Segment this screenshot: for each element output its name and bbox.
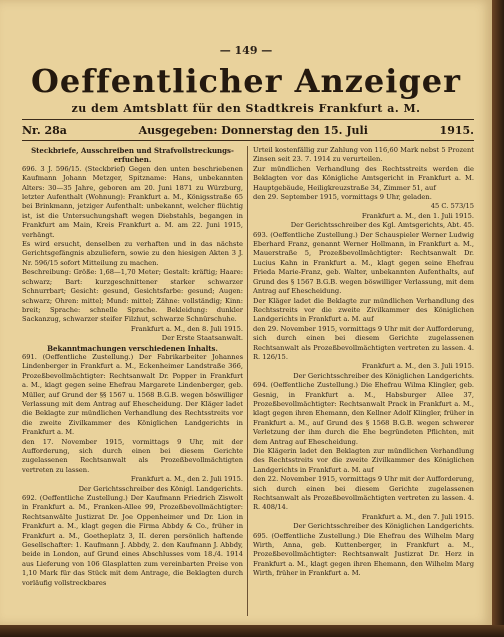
newspaper-subtitle: zu dem Amtsblatt für den Stadtkreis Frankfurt a. M. [71, 102, 421, 115]
notice-691-summons: den 17. November 1915, vormittags 9 Uhr, mit der Aufforderung, sich durch einen bei diesem Gerichte zugelassenen Rechtsanwalt als Prozeßbevollmächtigten vertreten zu lassen. [22, 437, 243, 474]
notice-692-date-line: den 29. September 1915, vormittags 9 Uhr, geladen. [253, 193, 432, 202]
section-heading-announcements: Bekanntmachungen verschiedenen Inhalts. [47, 343, 218, 353]
notice-692-continued: Urteil kostenfällig zur Zahlung von 116,60 Mark nebst 5 Prozent Zinsen seit 23. 7. 1914 zu verurteilen. [253, 146, 474, 164]
right-column [253, 146, 474, 616]
book-bottom-edge [0, 625, 504, 637]
header-rule-top [22, 119, 474, 120]
page-number: — 149 — [219, 44, 273, 57]
notice-692-reference: 45 C. 573/15 [430, 202, 474, 211]
notice-693-date: Frankfurt a. M., den 3. Juli 1915. [361, 362, 474, 371]
header-rule-bottom [22, 140, 474, 141]
notice-693-hearing: den 29. November 1915, vormittags 9 Uhr mit der Aufforderung, sich durch einen bei diesem Gerichte zugelassenen Rechtsanwalt als Prozeßbevollmächtigten vertreten zu lassen. 4. R. 126/15. [253, 324, 474, 361]
notice-695: 695. (Oeffentliche Zustellung.) Die Ehefrau des Wilhelm Marg Wirth, Anna, geb. Kuttenberger, in Frankfurt a. M., Prozeßbevollmächtigter: Rechtsanwalt Justizrat Dr. Herz in Frankfurt a. M., klagt gegen ihren Ehemann, den Wilhelm Marg Wirth, früher in Frankfurt a. M. [253, 531, 474, 578]
section-heading-wanted: Steckbriefe, Ausschreiben und Strafvollstreckungs-erfuchen. [31, 146, 234, 165]
notice-694-hearing: den 22. November 1915, vormittags 9 Uhr mit der Aufforderung, sich durch einen bei diesem Gerichte zugelassenen Rechtsanwalt als Prozeßbevollmächtigten vertreten zu lassen. 4. R. 408/14. [253, 475, 474, 512]
issue-year: 1915. [439, 124, 474, 137]
notice-694: 694. (Oeffentliche Zustellung.) Die Ehefrau Wilma Klingler, geb. Gesnig, in Frankfurt a. M., Habsburger Allee 37, Prozeßbevollmächtigter: Rechtsanwalt Prack in Frankfurt a. M., klagt gegen ihren Ehemann, den Kellner Adolf Klingler, früher in Frankfurt a. M., auf Grund des § 1568 B.G.B. wegen schwerer Verletzung der ihm durch die Ehe begründeten Pflichten, mit dem Antrag auf Ehescheidung. [253, 381, 474, 446]
issue-date: Ausgegeben: Donnerstag den 15. Juli [138, 124, 368, 137]
notice-692: 692. (Oeffentliche Zustellung.) Der Kaufmann Friedrich Ziswolt in Frankfurt a. M., Franken-Allee 99, Prozeßbevollmächtigter: Rechtsanwälte Justizrat Dr. Joe Oppenheimer und Dr. Lion in Frankfurt a. M., klagt gegen die Firma Abbdy & Co., früher in Frankfurt a. M., Goetheplatz 3, II. deren persönlich haftende Gesellschafter: 1. Kaufmann J. Abbdy, 2. den Kaufmann J. Abbdy, beide in London, auf Grund eines Abschlusses vom 18./4. 1914 aus Lieferung von 106 Glasplatten zum vereinbarten Preise von 1,10 Mark für das Stück mit dem Antrage, die Beklagten durch vorläufig vollstreckbares [22, 494, 243, 587]
notice-694-summons: Die Klägerin ladet den Beklagten zur mündlichen Verhandlung des Rechtsstreits vor die zweite Zivilkammer des Königlichen Landgerichts in Frankfurt a. M. auf [253, 447, 474, 474]
notice-691-signature: Der Gerichtsschreiber des Königl. Landgerichts. [78, 484, 243, 493]
notice-693-signature: Der Gerichtsschreiber des Königlichen Landgerichts. [293, 371, 474, 380]
notice-691-date: Frankfurt a. M., den 2. Juli 1915. [130, 475, 243, 484]
notice-693: 693. (Oeffentliche Zustellung.) Der Schauspieler Werner Ludwig Eberhard Franz, genannt Werner Hollmann, in Frankfurt a. M., Mauerstraße 5, Prozeßbevollmächtigter: Rechtsanwalt Dr. Lucius Kahn in Frankfurt a. M., klagt gegen seine Ehefrau Frieda Marie-Franz, geb. Walter, unbekannten Aufenthalts, auf Grund des § 1567 B.G.B. wegen böswilliger Verlassung, mit dem Antrag auf Ehescheidung. [253, 230, 474, 296]
notice-696-date: Frankfurt a. M., den 8. Juli 1915. [130, 324, 243, 333]
notice-693-summons: Der Kläger ladet die Beklagte zur mündlichen Verhandlung des Rechtsstreits vor die zweite Zivilkammer des Königlichen Landgerichts in Frankfurt a. M. auf [253, 296, 474, 324]
left-column [22, 146, 243, 616]
notice-696-request: Es wird ersucht, denselben zu verhaften und in das nächste Gerichtsgefängnis abzuliefern, sowie zu den hiesigen Akten 3 J. Nr. 596/15 sofort Mitteilung zu machen. [22, 240, 243, 267]
issue-line [22, 124, 474, 137]
book-edge [492, 0, 504, 637]
notice-692-signature: Der Gerichtsschreiber des Kgl. Amtsgerichts, Abt. 45. [290, 221, 474, 230]
notice-696-signature: Der Erste Staatsanwalt. [161, 334, 243, 343]
notice-696: 696. 3 J. 596/15. (Steckbrief) Gegen den unten beschriebenen Kaufmann Johann Metzger, Spitzname: Hans, unbekannten Alters: 30—35 Jahre, geboren am 20. Juni 1871 zu Würzburg, letzter Aufenthalt (Wohnung): Frankfurt a. M., Königsstraße 65 bei Brinkmann, jetziger Aufenthalt: unbekannt, welcher flüchtig ist, ist die Untersuchungshaft wegen Diebstahls, begangen in Frankfurt am Main, Kreis Frankfurt a. M. am 22. Juni 1915, verhängt. [22, 164, 243, 239]
notice-691: 691. (Oeffentliche Zustellung.) Der Fabrikarbeiter Johannes Lindenberger in Frankfurt a. M., Eckenheimer Landstraße 366, Prozeßbevollmächtigter: Rechtsanwalt Dr. Popper in Frankfurt a. M., klagt gegen seine Ehefrau Margarete Lindenberger, geb. Müller, auf Grund der §§ 1567 u. 1568 B.G.B. wegen böswilliger Verlassung mit dem Antrag auf Ehescheidung. Der Kläger ladet die Beklagte zur mündlichen Verhandlung des Rechtsstreits vor die zweite Zivilkammer des Königlichen Landgerichts in Frankfurt a. M. [22, 352, 243, 437]
columns [22, 146, 474, 616]
issue-number: Nr. 28a [22, 124, 67, 137]
notice-692-hearing: Zur mündlichen Verhandlung des Rechtsstreits werden die Beklagten vor das Königliche Amtsgericht in Frankfurt a. M. Hauptgebäude, Heiligkreuzstraße 34, Zimmer 51, auf [253, 164, 474, 192]
notice-694-date: Frankfurt a. M., den 7. Juli 1915. [361, 512, 474, 521]
newspaper-title: Oeffentlicher Anzeiger [31, 62, 461, 100]
notice-694-signature: Der Gerichtsschreiber des Königlichen Landgerichts. [293, 522, 474, 531]
notice-696-description: Beschreibung: Größe: 1,68—1,70 Meter; Gestalt: kräftig; Haare: schwarz; Bart: kurzgeschnittener starker schwarzer Schnurrbart; Gesicht: gesund, Gesichtsfarbe: gesund; Augen: schwarz; Ohren: mittel; Mund: mittel; Zähne: vollständig; Kinn: breit; Sprache: schnelle Sprache. Bekleidung: dunkler Sackanzug, schwarzer steifer Filzhut, schwarze Schnürschuhe. [22, 268, 243, 324]
notice-692-date: Frankfurt a. M., den 1. Juli 1915. [361, 211, 474, 220]
